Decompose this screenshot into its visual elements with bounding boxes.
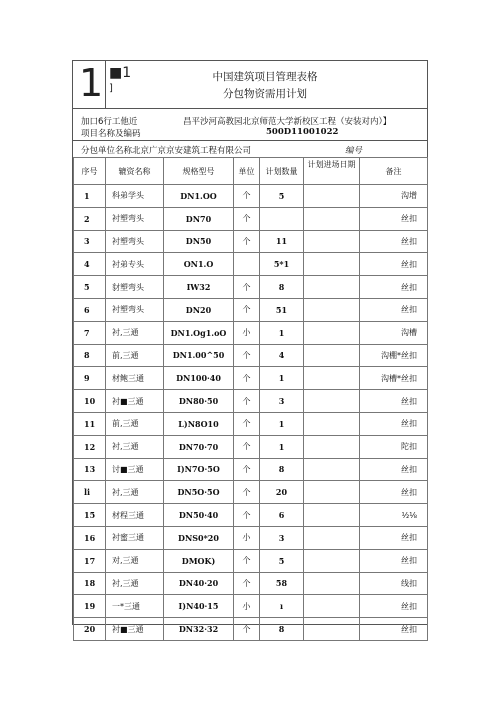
row-unit: 个 bbox=[234, 458, 260, 481]
row-seq: 20 bbox=[74, 618, 106, 641]
row-arrival-date bbox=[304, 504, 360, 527]
row-arrival-date bbox=[304, 276, 360, 299]
row-spec: L)N8O10 bbox=[164, 412, 234, 435]
row-material-name: 材程三通 bbox=[106, 504, 164, 527]
row-spec: DN100·40 bbox=[164, 367, 234, 390]
row-spec: DNS0*20 bbox=[164, 526, 234, 549]
row-material-name: 科弟学头 bbox=[106, 185, 164, 208]
row-material-name: 衬,三通 bbox=[106, 435, 164, 458]
row-arrival-date bbox=[304, 253, 360, 276]
table-row bbox=[74, 412, 428, 435]
row-material-name: 衬,三通 bbox=[106, 572, 164, 595]
header-quantity: 计划数量 bbox=[260, 158, 304, 185]
table-row bbox=[74, 276, 428, 299]
row-spec: DN32·32 bbox=[164, 618, 234, 641]
row-unit: 小 bbox=[234, 595, 260, 618]
info-divider bbox=[73, 140, 427, 141]
row-spec: DN70 bbox=[164, 207, 234, 230]
plan-sheet bbox=[72, 60, 428, 635]
row-arrival-date bbox=[304, 412, 360, 435]
row-unit: 个 bbox=[234, 185, 260, 208]
row-remark: 沟槽 bbox=[360, 321, 428, 344]
row-remark: 沟槽*丝扣 bbox=[360, 367, 428, 390]
row-remark: 陀扣 bbox=[360, 435, 428, 458]
row-seq: 9 bbox=[74, 367, 106, 390]
project-code: 500D11001022 bbox=[266, 127, 339, 137]
row-spec: DN1.OO bbox=[164, 185, 234, 208]
header-remark: 备注 bbox=[360, 158, 428, 185]
row-arrival-date bbox=[304, 298, 360, 321]
row-unit: 个 bbox=[234, 435, 260, 458]
row-remark: 沟棚*丝扣 bbox=[360, 344, 428, 367]
row-arrival-date bbox=[304, 230, 360, 253]
row-seq: 6 bbox=[74, 298, 106, 321]
row-spec: I)N40·15 bbox=[164, 595, 234, 618]
row-remark: 丝扣 bbox=[360, 412, 428, 435]
row-arrival-date bbox=[304, 435, 360, 458]
row-quantity: 20 bbox=[260, 481, 304, 504]
row-spec: DN50·40 bbox=[164, 504, 234, 527]
form-subtitle: 分包物资需用计划 bbox=[223, 88, 307, 100]
row-unit: 个 bbox=[234, 207, 260, 230]
project-location: 昌平沙河高教园北京师范大学新校区工程（安装对内）】 bbox=[183, 117, 392, 127]
row-remark: 丝扣 bbox=[360, 253, 428, 276]
row-seq: 2 bbox=[74, 207, 106, 230]
row-spec: I)N7O·5O bbox=[164, 458, 234, 481]
row-seq: 5 bbox=[74, 276, 106, 299]
row-unit: 个 bbox=[234, 572, 260, 595]
row-quantity: 5 bbox=[260, 549, 304, 572]
row-material-name: 材鲍三通 bbox=[106, 367, 164, 390]
logo-mark: ■1 bbox=[109, 65, 132, 81]
table-row bbox=[74, 549, 428, 572]
info-line2-label: 项目名称及编码 bbox=[81, 129, 141, 139]
row-quantity: 1 bbox=[260, 321, 304, 344]
table-header-row bbox=[74, 158, 428, 185]
row-unit: 个 bbox=[234, 276, 260, 299]
row-remark: 丝扣 bbox=[360, 230, 428, 253]
row-arrival-date bbox=[304, 367, 360, 390]
table-row bbox=[74, 253, 428, 276]
row-material-name: 一*三通 bbox=[106, 595, 164, 618]
table-row bbox=[74, 185, 428, 208]
row-seq: 12 bbox=[74, 435, 106, 458]
row-remark: 丝扣 bbox=[360, 481, 428, 504]
logo-bracket: ] bbox=[109, 83, 113, 94]
row-spec: DN1.00^50 bbox=[164, 344, 234, 367]
row-quantity: 5*1 bbox=[260, 253, 304, 276]
row-material-name: 衬蜜三通 bbox=[106, 526, 164, 549]
table-row bbox=[74, 504, 428, 527]
row-seq: li bbox=[74, 481, 106, 504]
row-remark: 线扣 bbox=[360, 572, 428, 595]
row-remark: 丝扣 bbox=[360, 298, 428, 321]
row-remark: 丝扣 bbox=[360, 458, 428, 481]
row-quantity: 6 bbox=[260, 504, 304, 527]
row-material-name: 衬塑弯头 bbox=[106, 230, 164, 253]
material-plan-table bbox=[73, 157, 428, 641]
row-unit: 个 bbox=[234, 412, 260, 435]
row-unit: 个 bbox=[234, 298, 260, 321]
row-quantity: 8 bbox=[260, 458, 304, 481]
row-arrival-date bbox=[304, 207, 360, 230]
subcontractor-name: 分包单位名称北京广京京安建筑工程有限公司 bbox=[81, 146, 252, 156]
row-quantity: 3 bbox=[260, 390, 304, 413]
header-spec: 规格型号 bbox=[164, 158, 234, 185]
row-material-name: 衬塑弯头 bbox=[106, 207, 164, 230]
row-spec: DN50 bbox=[164, 230, 234, 253]
row-seq: 3 bbox=[74, 230, 106, 253]
row-unit: 个 bbox=[234, 230, 260, 253]
row-unit: 个 bbox=[234, 390, 260, 413]
row-spec: DN40·20 bbox=[164, 572, 234, 595]
row-arrival-date bbox=[304, 321, 360, 344]
row-quantity: 58 bbox=[260, 572, 304, 595]
row-arrival-date bbox=[304, 618, 360, 641]
row-remark: ½⅛ bbox=[360, 504, 428, 527]
row-unit: 个 bbox=[234, 618, 260, 641]
row-remark: 沟增 bbox=[360, 185, 428, 208]
row-seq: 1 bbox=[74, 185, 106, 208]
header-unit: 单位 bbox=[234, 158, 260, 185]
row-quantity: 5 bbox=[260, 185, 304, 208]
row-quantity: ı bbox=[260, 595, 304, 618]
row-arrival-date bbox=[304, 549, 360, 572]
row-quantity: 1 bbox=[260, 412, 304, 435]
row-material-name: 衬,三通 bbox=[106, 321, 164, 344]
header-material-name: 辘资名称 bbox=[106, 158, 164, 185]
table-row bbox=[74, 298, 428, 321]
row-material-name: 豺塑弯头 bbox=[106, 276, 164, 299]
row-spec: DN80·50 bbox=[164, 390, 234, 413]
row-unit: 个 bbox=[234, 367, 260, 390]
form-title: 中国建筑项目管理表格 bbox=[212, 71, 318, 83]
header-divider bbox=[73, 108, 427, 109]
row-material-name: 衬,三通 bbox=[106, 481, 164, 504]
row-arrival-date bbox=[304, 526, 360, 549]
logo-number: 1 bbox=[79, 61, 104, 105]
row-arrival-date bbox=[304, 344, 360, 367]
row-remark: 丝扣 bbox=[360, 390, 428, 413]
table-row bbox=[74, 618, 428, 641]
row-material-name: 衬■三通 bbox=[106, 618, 164, 641]
row-arrival-date bbox=[304, 481, 360, 504]
row-remark: 丝扣 bbox=[360, 526, 428, 549]
info-line1-label: 加口6行工他近 bbox=[81, 117, 138, 127]
row-seq: 10 bbox=[74, 390, 106, 413]
table-row bbox=[74, 207, 428, 230]
row-unit: 个 bbox=[234, 481, 260, 504]
serial-number-label: 编号 bbox=[345, 146, 363, 156]
table-row bbox=[74, 367, 428, 390]
row-quantity bbox=[260, 207, 304, 230]
row-spec: IW32 bbox=[164, 276, 234, 299]
row-remark: 丝扣 bbox=[360, 549, 428, 572]
row-spec: DN70·70 bbox=[164, 435, 234, 458]
table-row bbox=[74, 230, 428, 253]
row-material-name: 对,三通 bbox=[106, 549, 164, 572]
header-arrival-date: 计划进场日期 bbox=[304, 158, 360, 185]
table-row bbox=[74, 344, 428, 367]
row-quantity: 51 bbox=[260, 298, 304, 321]
header-seq: 序号 bbox=[74, 158, 106, 185]
row-seq: 4 bbox=[74, 253, 106, 276]
row-quantity: 11 bbox=[260, 230, 304, 253]
table-row bbox=[74, 481, 428, 504]
row-seq: 19 bbox=[74, 595, 106, 618]
row-quantity: 1 bbox=[260, 435, 304, 458]
row-unit: 小 bbox=[234, 526, 260, 549]
row-unit: 个 bbox=[234, 344, 260, 367]
row-arrival-date bbox=[304, 185, 360, 208]
row-material-name: 衬弟专头 bbox=[106, 253, 164, 276]
row-spec: DN5O·5O bbox=[164, 481, 234, 504]
table-row bbox=[74, 435, 428, 458]
row-quantity: 8 bbox=[260, 276, 304, 299]
row-seq: 11 bbox=[74, 412, 106, 435]
table-row bbox=[74, 595, 428, 618]
row-remark: 丝扣 bbox=[360, 276, 428, 299]
table-row bbox=[74, 572, 428, 595]
row-seq: 8 bbox=[74, 344, 106, 367]
row-material-name: 前,三通 bbox=[106, 412, 164, 435]
row-unit: 小 bbox=[234, 321, 260, 344]
row-quantity: 4 bbox=[260, 344, 304, 367]
row-unit: 个 bbox=[234, 549, 260, 572]
table-row bbox=[74, 390, 428, 413]
row-spec: ON1.O bbox=[164, 253, 234, 276]
row-material-name: 前,三通 bbox=[106, 344, 164, 367]
row-material-name: 讨■三通 bbox=[106, 458, 164, 481]
row-material-name: 衬塑弯头 bbox=[106, 298, 164, 321]
row-seq: 16 bbox=[74, 526, 106, 549]
row-seq: 18 bbox=[74, 572, 106, 595]
row-quantity: 8 bbox=[260, 618, 304, 641]
row-arrival-date bbox=[304, 595, 360, 618]
table-row bbox=[74, 526, 428, 549]
row-seq: 13 bbox=[74, 458, 106, 481]
row-remark: 丝扣 bbox=[360, 595, 428, 618]
row-unit: 个 bbox=[234, 504, 260, 527]
row-quantity: 1 bbox=[260, 367, 304, 390]
row-spec: DN1.Og1.oO bbox=[164, 321, 234, 344]
table-row bbox=[74, 458, 428, 481]
table-row bbox=[74, 321, 428, 344]
row-arrival-date bbox=[304, 458, 360, 481]
row-spec: DMOK) bbox=[164, 549, 234, 572]
row-seq: 7 bbox=[74, 321, 106, 344]
row-quantity: 3 bbox=[260, 526, 304, 549]
row-spec: DN20 bbox=[164, 298, 234, 321]
row-arrival-date bbox=[304, 572, 360, 595]
row-seq: 17 bbox=[74, 549, 106, 572]
row-unit bbox=[234, 253, 260, 276]
row-arrival-date bbox=[304, 390, 360, 413]
row-remark: 丝扣 bbox=[360, 207, 428, 230]
row-material-name: 衬■三通 bbox=[106, 390, 164, 413]
row-seq: 15 bbox=[74, 504, 106, 527]
row-remark: 丝扣 bbox=[360, 618, 428, 641]
